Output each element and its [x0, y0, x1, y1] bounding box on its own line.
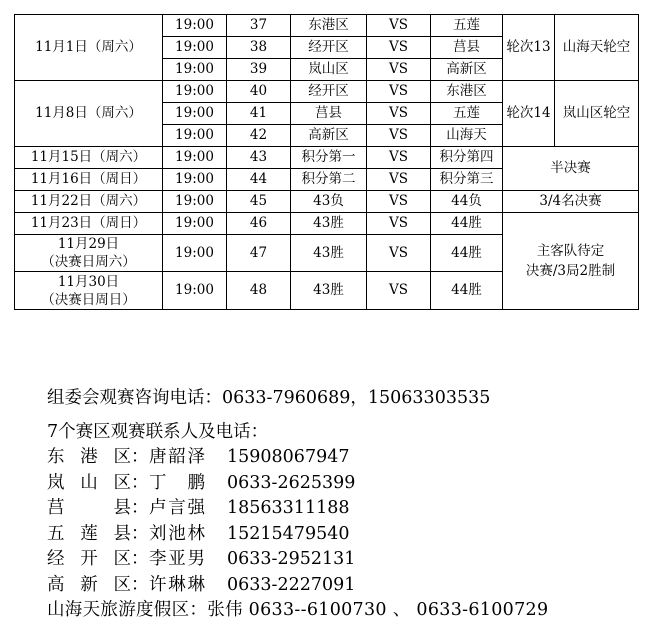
round-cell: 轮次14 — [503, 81, 555, 147]
date-line1: 11月30日 — [57, 273, 120, 290]
vs-cell: VS — [367, 147, 431, 169]
contact-phone: 0633-2625399 — [227, 472, 356, 493]
home-team-cell: 积分第一 — [291, 147, 367, 169]
contact-area: 五莲县 — [47, 523, 131, 544]
home-team-cell: 经开区 — [291, 81, 367, 103]
home-team-cell: 积分第二 — [291, 169, 367, 191]
bye-cell: 山海天轮空 — [555, 15, 639, 81]
match-no-cell: 46 — [227, 213, 291, 235]
contact-row-donggang — [47, 445, 548, 471]
contact-phone: 0633-2227091 — [227, 574, 356, 595]
home-team-cell: 东港区 — [291, 15, 367, 37]
contact-phone: 18563311188 — [227, 498, 350, 518]
match-no-cell: 37 — [227, 15, 291, 37]
contact-colon: ： — [131, 498, 149, 518]
table-row — [15, 81, 639, 103]
date-cell: 11月8日（周六） — [15, 81, 163, 147]
contact-area: 莒县 — [47, 498, 131, 518]
stage-note-cell: 3/4名决赛 — [503, 191, 639, 213]
date-cell: 11月22日（周六） — [15, 191, 163, 213]
contact-person: 刘池林 — [149, 523, 205, 544]
contact-row-juxian — [47, 496, 548, 522]
time-cell: 19:00 — [163, 191, 227, 213]
match-no-cell: 47 — [227, 235, 291, 272]
contact-area: 岚山区 — [47, 472, 131, 493]
date-line1: 11月29日 — [57, 236, 120, 252]
away-team-cell: 44胜 — [431, 235, 503, 272]
table-row — [15, 213, 639, 235]
away-team-cell: 高新区 — [431, 59, 503, 81]
contact-phone: 15215479540 — [227, 523, 350, 544]
contact-row-lanshan — [47, 471, 548, 497]
contact-person: 丁鹏 — [149, 472, 205, 493]
home-team-cell: 43负 — [291, 191, 367, 213]
home-team-cell: 莒县 — [291, 103, 367, 125]
away-team-cell: 44胜 — [431, 213, 503, 235]
time-cell: 19:00 — [163, 147, 227, 169]
date-cell: 11月15日（周六） — [15, 147, 163, 169]
contact-phone: 0633-2952131 — [227, 549, 356, 569]
contact-person: 李亚男 — [149, 549, 205, 569]
time-cell: 19:00 — [163, 37, 227, 59]
home-team-cell: 岚山区 — [291, 59, 367, 81]
home-team-cell: 43胜 — [291, 213, 367, 235]
match-no-cell: 40 — [227, 81, 291, 103]
hotline-text: 组委会观赛咨询电话：0633-7960689，15063303535 — [47, 388, 491, 408]
date-line2: （决赛日周日） — [41, 291, 136, 308]
final-note-line2: 决赛/3局2胜制 — [525, 263, 616, 279]
away-team-cell: 东港区 — [431, 81, 503, 103]
time-cell: 19:00 — [163, 213, 227, 235]
match-no-cell: 43 — [227, 147, 291, 169]
contact-row-wulian — [47, 522, 548, 548]
round-cell: 轮次13 — [503, 15, 555, 81]
contact-person: 许琳琳 — [149, 574, 205, 595]
match-no-cell: 48 — [227, 272, 291, 310]
date-line2: （决赛日周六） — [41, 254, 136, 270]
vs-cell: VS — [367, 103, 431, 125]
date-cell — [15, 272, 163, 310]
contact-colon: ： — [131, 472, 149, 493]
away-team-cell: 积分第三 — [431, 169, 503, 191]
vs-cell: VS — [367, 15, 431, 37]
time-cell: 19:00 — [163, 235, 227, 272]
time-cell: 19:00 — [163, 103, 227, 125]
time-cell: 19:00 — [163, 15, 227, 37]
away-team-cell: 五莲 — [431, 15, 503, 37]
vs-cell: VS — [367, 125, 431, 147]
away-team-cell: 积分第四 — [431, 147, 503, 169]
contact-colon: ： — [131, 523, 149, 544]
date-cell — [15, 235, 163, 272]
contact-row-shanhaitian: 山海天旅游度假区：张伟 0633--6100730 、 0633-6100729 — [47, 600, 549, 620]
spacer — [47, 412, 548, 420]
contact-person: 唐韶泽 — [149, 447, 205, 467]
table-row — [15, 191, 639, 213]
contacts-title: 7个赛区观赛联系人及电话： — [47, 421, 269, 442]
home-team-cell: 经开区 — [291, 37, 367, 59]
bye-cell: 岚山区轮空 — [555, 81, 639, 147]
vs-cell: VS — [367, 59, 431, 81]
match-no-cell: 41 — [227, 103, 291, 125]
time-cell: 19:00 — [163, 272, 227, 310]
away-team-cell: 山海天 — [431, 125, 503, 147]
contact-row-jingkai — [47, 547, 548, 573]
final-note-cell — [503, 213, 639, 310]
date-cell: 11月23日（周日） — [15, 213, 163, 235]
vs-cell: VS — [367, 191, 431, 213]
contact-area: 高新区 — [47, 574, 131, 595]
vs-cell: VS — [367, 169, 431, 191]
table-row — [15, 15, 639, 37]
vs-cell: VS — [367, 213, 431, 235]
away-team-cell: 44负 — [431, 191, 503, 213]
table-row — [15, 147, 639, 169]
away-team-cell: 44胜 — [431, 272, 503, 310]
match-no-cell: 44 — [227, 169, 291, 191]
final-note-line1: 主客队待定 — [536, 243, 605, 259]
contact-colon: ： — [131, 574, 149, 595]
date-cell: 11月1日（周六） — [15, 15, 163, 81]
time-cell: 19:00 — [163, 81, 227, 103]
vs-cell: VS — [367, 37, 431, 59]
home-team-cell: 高新区 — [291, 125, 367, 147]
date-cell: 11月16日（周日） — [15, 169, 163, 191]
contact-person: 卢言强 — [149, 498, 205, 518]
time-cell: 19:00 — [163, 59, 227, 81]
contact-colon: ： — [131, 549, 149, 569]
contact-info — [47, 386, 548, 624]
away-team-cell: 莒县 — [431, 37, 503, 59]
stage-note-cell: 半决赛 — [503, 147, 639, 191]
contact-area: 东港区 — [47, 447, 131, 467]
match-no-cell: 38 — [227, 37, 291, 59]
away-team-cell: 五莲 — [431, 103, 503, 125]
contact-area: 经开区 — [47, 549, 131, 569]
time-cell: 19:00 — [163, 169, 227, 191]
home-team-cell: 43胜 — [291, 235, 367, 272]
vs-cell: VS — [367, 272, 431, 310]
match-no-cell: 45 — [227, 191, 291, 213]
home-team-cell: 43胜 — [291, 272, 367, 310]
contact-colon: ： — [131, 447, 149, 467]
vs-cell: VS — [367, 235, 431, 272]
contact-phone: 15908067947 — [227, 447, 350, 467]
match-no-cell: 42 — [227, 125, 291, 147]
vs-cell: VS — [367, 81, 431, 103]
contact-row-gaoxin — [47, 573, 548, 599]
time-cell: 19:00 — [163, 125, 227, 147]
schedule-table — [14, 14, 639, 310]
match-no-cell: 39 — [227, 59, 291, 81]
